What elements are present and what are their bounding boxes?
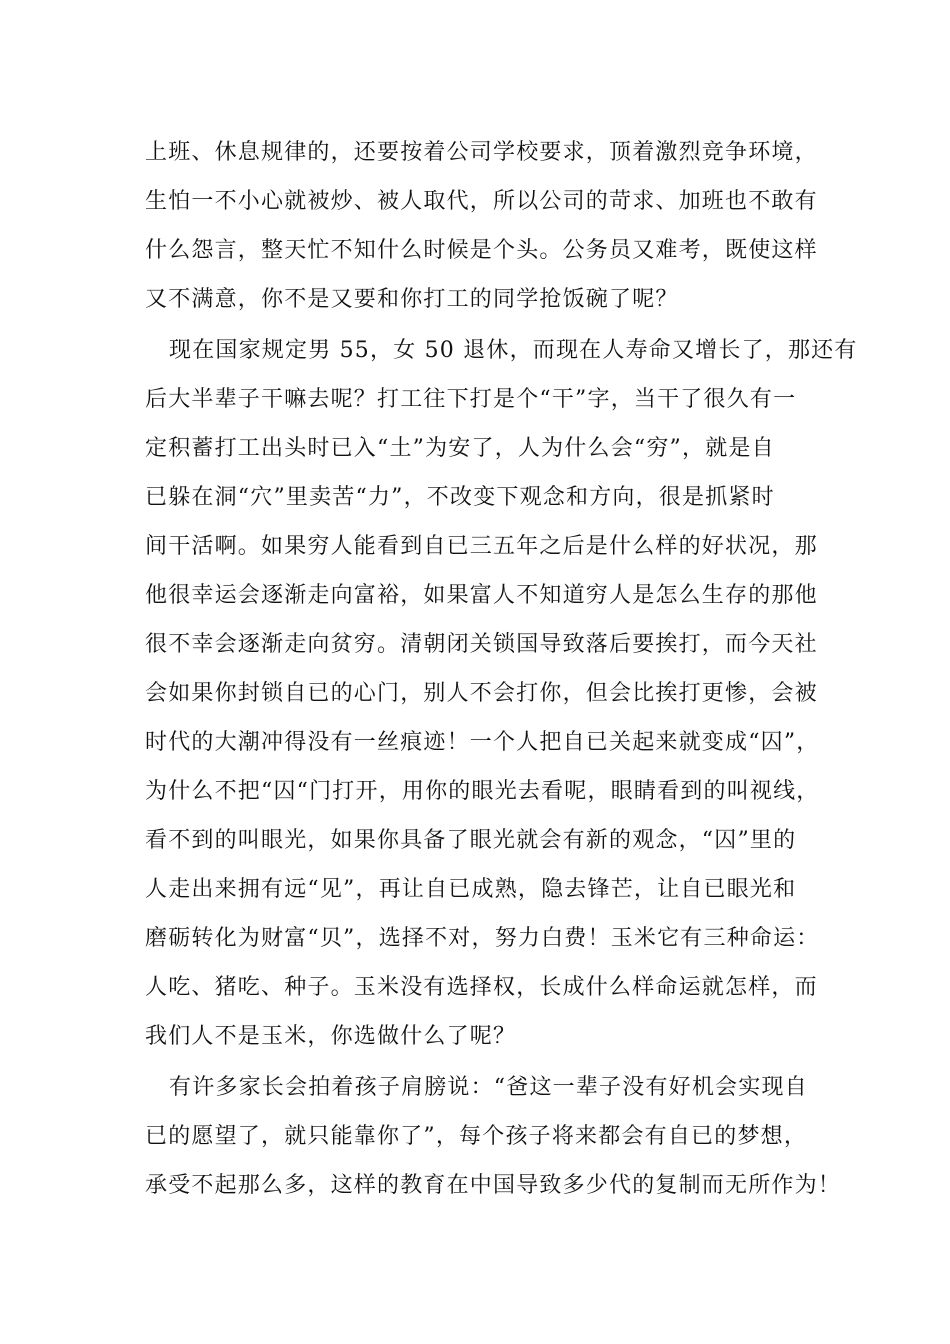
text-line: 为什么不把“囚“门打开，用你的眼光去看呢，眼睛看到的叫视线， [145,779,820,804]
text-line: 后大半辈子干嘛去呢？打工往下打是个“干”字，当干了很久有一 [145,387,797,412]
text-line: 又不满意，你不是又要和你打工的同学抢饭碗了呢？ [145,287,679,312]
text-line: 磨砺转化为财富“贝”，选择不对，努力白费！玉米它有三种命运： [145,926,820,951]
text-line: 承受不起那么多，这样的教育在中国导致多少代的复制而无所作为！ [145,1173,842,1198]
text-line: 他很幸运会逐渐走向富裕，如果富人不知道穷人是怎么生存的那他 [145,583,818,608]
text-line: 很不幸会逐渐走向贫穷。清朝闭关锁国导致落后要挨打，而今天社 [145,632,818,657]
text-line: 已的愿望了，就只能靠你了”，每个孩子将来都会有自已的梦想， [145,1124,808,1149]
text-line: 时代的大潮冲得没有一丝痕迹！一个人把自已关起来就变成“囚”， [145,730,820,755]
text-line: 间干活啊。如果穷人能看到自已三五年之后是什么样的好状况，那 [145,534,818,559]
text-line: 我们人不是玉米，你选做什么了呢？ [145,1024,517,1049]
text-line: 已躲在洞“穴”里卖苦“力”，不改变下观念和方向，很是抓紧时 [145,485,775,510]
text-line: 人吃、猪吃、种子。玉米没有选择权，长成什么样命运就怎样，而 [145,975,818,1000]
text-line: 会如果你封锁自已的心门，别人不会打你，但会比挨打更惨，会被 [145,681,818,706]
text-line: 上班、休息规律的，还要按着公司学校要求，顶着激烈竞争环境， [145,140,818,165]
paragraph-start-line: 有许多家长会拍着孩子肩膀说：“爸这一辈子没有好机会实现自 [169,1075,808,1100]
text-line: 人走出来拥有远“见”，再让自已成熟，隐去锋芒，让自已眼光和 [145,877,797,902]
text-line: 定积蓄打工出头时已入“土”为安了，人为什么会“穷”，就是自 [145,436,775,461]
paragraph-start-line: 现在国家规定男 55，女 50 退休，而现在人寿命又增长了，那还有 [169,338,858,363]
text-line: 什么怨言，整天忙不知什么时候是个头。公务员又难考，既使这样 [145,238,818,263]
text-line: 看不到的叫眼光，如果你具备了眼光就会有新的观念，“囚”里的 [145,828,797,853]
text-line: 生怕一不小心就被炒、被人取代，所以公司的苛求、加班也不敢有 [145,189,818,214]
document-body [145,128,858,1210]
